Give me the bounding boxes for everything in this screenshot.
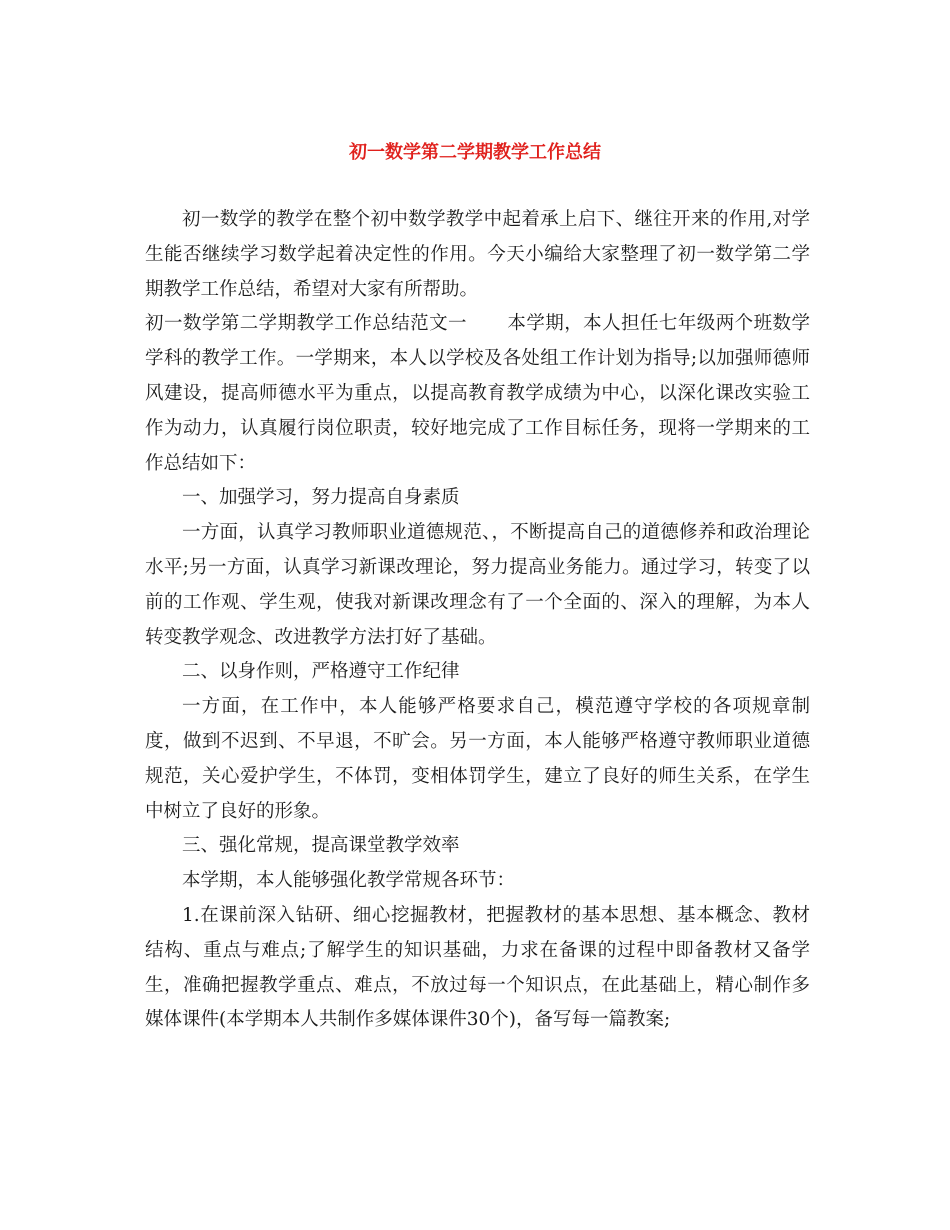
section3-intro: 本学期，本人能够强化教学常规各环节： [182,870,516,892]
document-title: 初一数学第二学期教学工作总结 [349,142,601,163]
sample-opening: 本学期，本人担任七年级两个班数学学科的教学工作。一学期来，本人以学校及各处组工作计划为指导;以加强师德师风建设，提高师德水平为重点，以提高教育教学成绩为中心，以深化课改实验工作为动力，认真履行岗位职责，较好地完成了工作目标任务，现将一学期来的工作总结如下： [145,313,810,474]
section2-body: 一方面，在工作中，本人能够严格要求自己，模范遵守学校的各项规章制度，做到不迟到、不早退，不旷会。另一方面，本人能够严格遵守教师职业道德规范，关心爱护学生，不体罚，变相体罚学生，建立了良好的师生关系，在学生中树立了良好的形象。 [145,696,810,822]
document-body [145,203,810,1038]
sample-heading: 初一数学第二学期教学工作总结范文一 [145,313,467,335]
section2-heading: 二、以身作则，严格遵守工作纪律 [182,661,460,683]
sample-paragraph [145,307,810,481]
section3-item1: 1.在课前深入钻研、细心挖掘教材，把握教材的基本思想、基本概念、教材结构、重点与难点;了解学生的知识基础，力求在备课的过程中即备教材又备学生，准确把握教学重点、难点，不放过每一个知识点，在此基础上，精心制作多媒体课件(本学期本人共制作多媒体课件30个)，备写每一篇教案; [145,904,810,1031]
section1-heading: 一、加强学习，努力提高自身素质 [182,487,460,509]
section1-body: 一方面，认真学习教师职业道德规范、，不断提高自己的道德修养和政治理论水平;另一方面，认真学习新课改理论，努力提高业务能力。通过学习，转变了以前的工作观、学生观，使我对新课改理念有了一个全面的、深入的理解，为本人转变教学观念、改进教学方法打好了基础。 [145,522,810,648]
intro-paragraph: 初一数学的教学在整个初中数学教学中起着承上启下、继往开来的作用,对学生能否继续学习数学起着决定性的作用。今天小编给大家整理了初一数学第二学期教学工作总结，希望对大家有所帮助。 [145,209,810,300]
section3-heading: 三、强化常规，提高课堂教学效率 [182,835,460,857]
